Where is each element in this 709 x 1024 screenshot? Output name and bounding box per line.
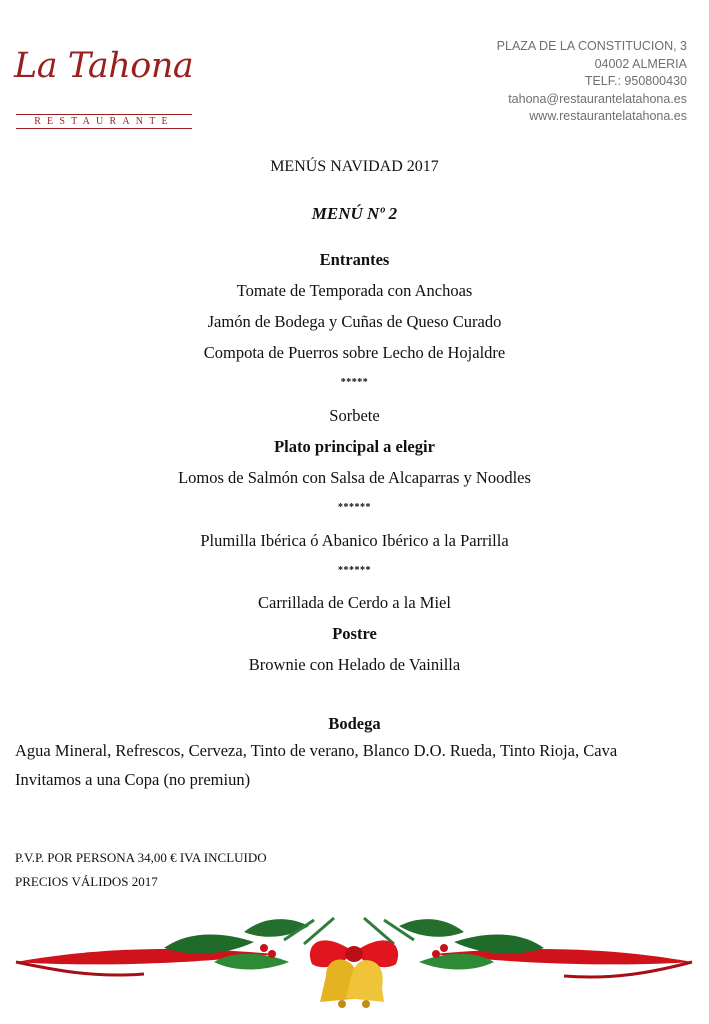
principal-item: Carrillada de Cerdo a la Miel (258, 593, 451, 612)
berry-icon (268, 950, 276, 958)
principal-heading: Plato principal a elegir (274, 437, 435, 456)
principal-item: Plumilla Ibérica ó Abanico Ibérico a la Parrilla (200, 531, 509, 550)
logo-rule-top (16, 114, 192, 115)
berry-icon (260, 944, 268, 952)
separator: ****** (338, 565, 371, 576)
bell-clapper (338, 1000, 346, 1008)
address-web: www.restaurantelatahona.es (529, 109, 687, 123)
bell-clapper (362, 1000, 370, 1008)
bodega-text (15, 736, 617, 794)
holly-leaf-icon (454, 934, 544, 953)
sorbete-item: Sorbete (329, 406, 380, 425)
logo-script-text: La Tahona (14, 46, 194, 86)
holly-leaf-icon (164, 934, 254, 953)
postre-heading: Postre (332, 624, 377, 643)
bodega-drinks: Agua Mineral, Refrescos, Cerveza, Tinto de verano, Blanco D.O. Rueda, Tinto Rioja, Cava (15, 741, 618, 760)
menu-number: MENÚ Nº 2 (311, 204, 398, 223)
address-phone: TELF.: 950800430 (584, 74, 687, 88)
christmas-garland-decoration (14, 910, 694, 1020)
address-street: PLAZA DE LA CONSTITUCION, 3 (496, 39, 687, 53)
bodega-copa: Invitamos a una Copa (no premiun) (15, 770, 251, 789)
address-city: 04002 ALMERIA (594, 56, 687, 71)
pricing-block (15, 846, 267, 894)
entrante-item: Compota de Puerros sobre Lecho de Hojaldre (203, 343, 506, 362)
bow-knot (345, 946, 363, 962)
price-per-person: P.V.P. POR PERSONA 34,00 € IVA INCLUIDO (15, 850, 267, 865)
entrante-item: Tomate de Temporada con Anchoas (236, 281, 473, 300)
address-block (497, 38, 687, 126)
logo-subtitle: RESTAURANTE (34, 116, 174, 127)
entrantes-heading: Entrantes (319, 250, 390, 269)
principal-item: Lomos de Salmón con Salsa de Alcaparras y Noodles (178, 468, 531, 487)
bodega-heading: Bodega (328, 714, 381, 733)
holly-leaf-icon (399, 919, 464, 937)
logo-rule-bottom (16, 128, 192, 129)
page-title: MENÚS NAVIDAD 2017 (270, 158, 439, 175)
holly-leaf-icon (244, 919, 309, 937)
postre-item: Brownie con Helado de Vainilla (248, 655, 461, 674)
separator: ***** (340, 377, 369, 388)
berry-icon (440, 944, 448, 952)
price-validity: PRECIOS VÁLIDOS 2017 (15, 874, 158, 889)
pine-sprig-icon (284, 918, 414, 944)
entrante-item: Jamón de Bodega y Cuñas de Queso Curado (207, 312, 502, 331)
separator: ****** (338, 502, 371, 513)
address-email: tahona@restaurantelatahona.es (508, 91, 687, 106)
berry-icon (432, 950, 440, 958)
restaurant-logo (14, 44, 199, 134)
